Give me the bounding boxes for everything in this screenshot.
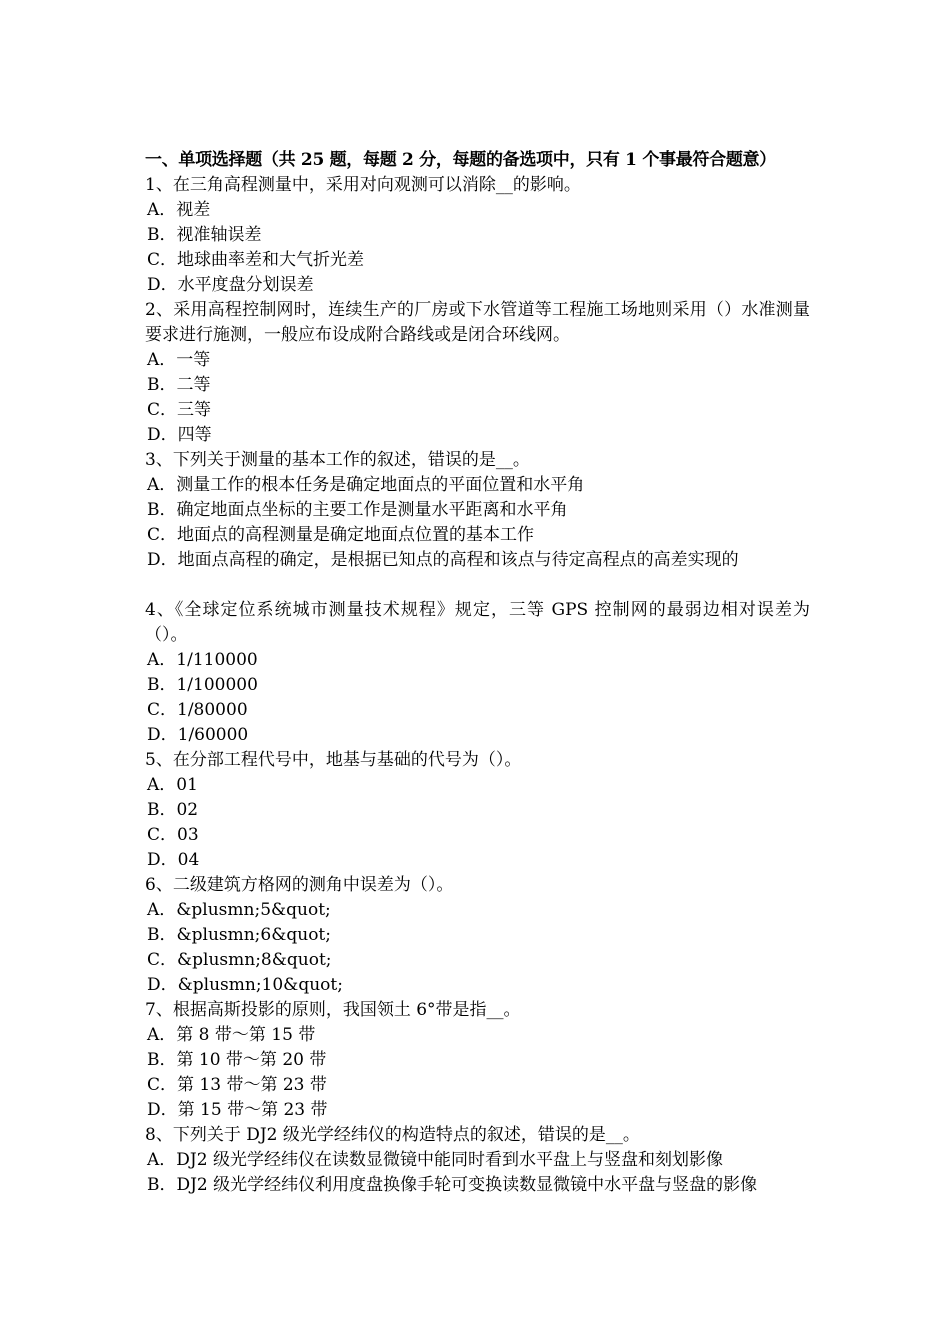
question-7 xyxy=(145,998,810,1123)
option-c: C．第 13 带～第 23 带 xyxy=(147,1075,327,1095)
option-c: C．1/80000 xyxy=(147,700,248,720)
option-b: B．DJ2 级光学经纬仪利用度盘换像手轮可变换读数显微镜中水平盘与竖盘的影像 xyxy=(147,1175,758,1195)
option-c: C．三等 xyxy=(147,400,212,420)
question-text: 2、采用高程控制网时，连续生产的厂房或下水管道等工程施工场地则采用（）水准测量要求进行施测，一般应布设成附合路线或是闭合环线网。 xyxy=(145,300,810,345)
option-d: D．第 15 带～第 23 带 xyxy=(147,1100,328,1120)
question-1 xyxy=(145,173,810,298)
option-d: D．1/60000 xyxy=(147,725,249,745)
question-text: 5、在分部工程代号中，地基与基础的代号为（）。 xyxy=(145,750,522,770)
option-b: B．第 10 带～第 20 带 xyxy=(147,1050,327,1070)
option-b: B．确定地面点坐标的主要工作是测量水平距离和水平角 xyxy=(147,500,568,520)
option-d: D．水平度盘分划误差 xyxy=(147,275,314,295)
option-a: A．&plusmn;5&quot; xyxy=(147,900,331,920)
question-8 xyxy=(145,1123,810,1198)
option-c: C．地球曲率差和大气折光差 xyxy=(147,250,365,270)
question-text: 7、根据高斯投影的原则，我国领土 6°带是指__。 xyxy=(145,1000,521,1020)
option-a: A．1/110000 xyxy=(147,650,258,670)
option-a: A．视差 xyxy=(147,200,211,220)
option-c: C．地面点的高程测量是确定地面点位置的基本工作 xyxy=(147,525,535,545)
option-b: B．二等 xyxy=(147,375,211,395)
option-c: C．&plusmn;8&quot; xyxy=(147,950,332,970)
option-d: D．&plusmn;10&quot; xyxy=(147,975,343,995)
question-text: 1、在三角高程测量中，采用对向观测可以消除__的影响。 xyxy=(145,175,581,195)
option-b: B．02 xyxy=(147,800,199,820)
option-a: A．一等 xyxy=(147,350,211,370)
blank-line xyxy=(145,573,810,598)
option-a: A．测量工作的根本任务是确定地面点的平面位置和水平角 xyxy=(147,475,585,495)
question-4 xyxy=(145,598,810,748)
option-c: C．03 xyxy=(147,825,199,845)
option-d: D．地面点高程的确定，是根据已知点的高程和该点与待定高程点的高差实现的 xyxy=(147,550,739,570)
question-text: 6、二级建筑方格网的测角中误差为（）。 xyxy=(145,875,454,895)
question-2 xyxy=(145,298,810,448)
question-text: 8、下列关于 DJ2 级光学经纬仪的构造特点的叙述，错误的是__。 xyxy=(145,1125,640,1145)
question-text: 4、《全球定位系统城市测量技术规程》规定，三等 GPS 控制网的最弱边相对误差为（）。 xyxy=(145,600,810,645)
question-6 xyxy=(145,873,810,998)
question-5 xyxy=(145,748,810,873)
section-title: 一、单项选择题（共 25 题，每题 2 分，每题的备选项中，只有 1 个事最符合题意） xyxy=(145,150,776,170)
question-text: 3、下列关于测量的基本工作的叙述，错误的是__。 xyxy=(145,450,530,470)
option-d: D．四等 xyxy=(147,425,212,445)
option-a: A．第 8 带～第 15 带 xyxy=(147,1025,316,1045)
option-a: A．DJ2 级光学经纬仪在读数显微镜中能同时看到水平盘上与竖盘和刻划影像 xyxy=(147,1150,723,1170)
option-a: A．01 xyxy=(147,775,198,795)
document-page xyxy=(145,148,810,1198)
option-d: D．04 xyxy=(147,850,200,870)
question-3 xyxy=(145,448,810,573)
option-b: B．1/100000 xyxy=(147,675,258,695)
option-b: B．视准轴误差 xyxy=(147,225,262,245)
option-b: B．&plusmn;6&quot; xyxy=(147,925,331,945)
